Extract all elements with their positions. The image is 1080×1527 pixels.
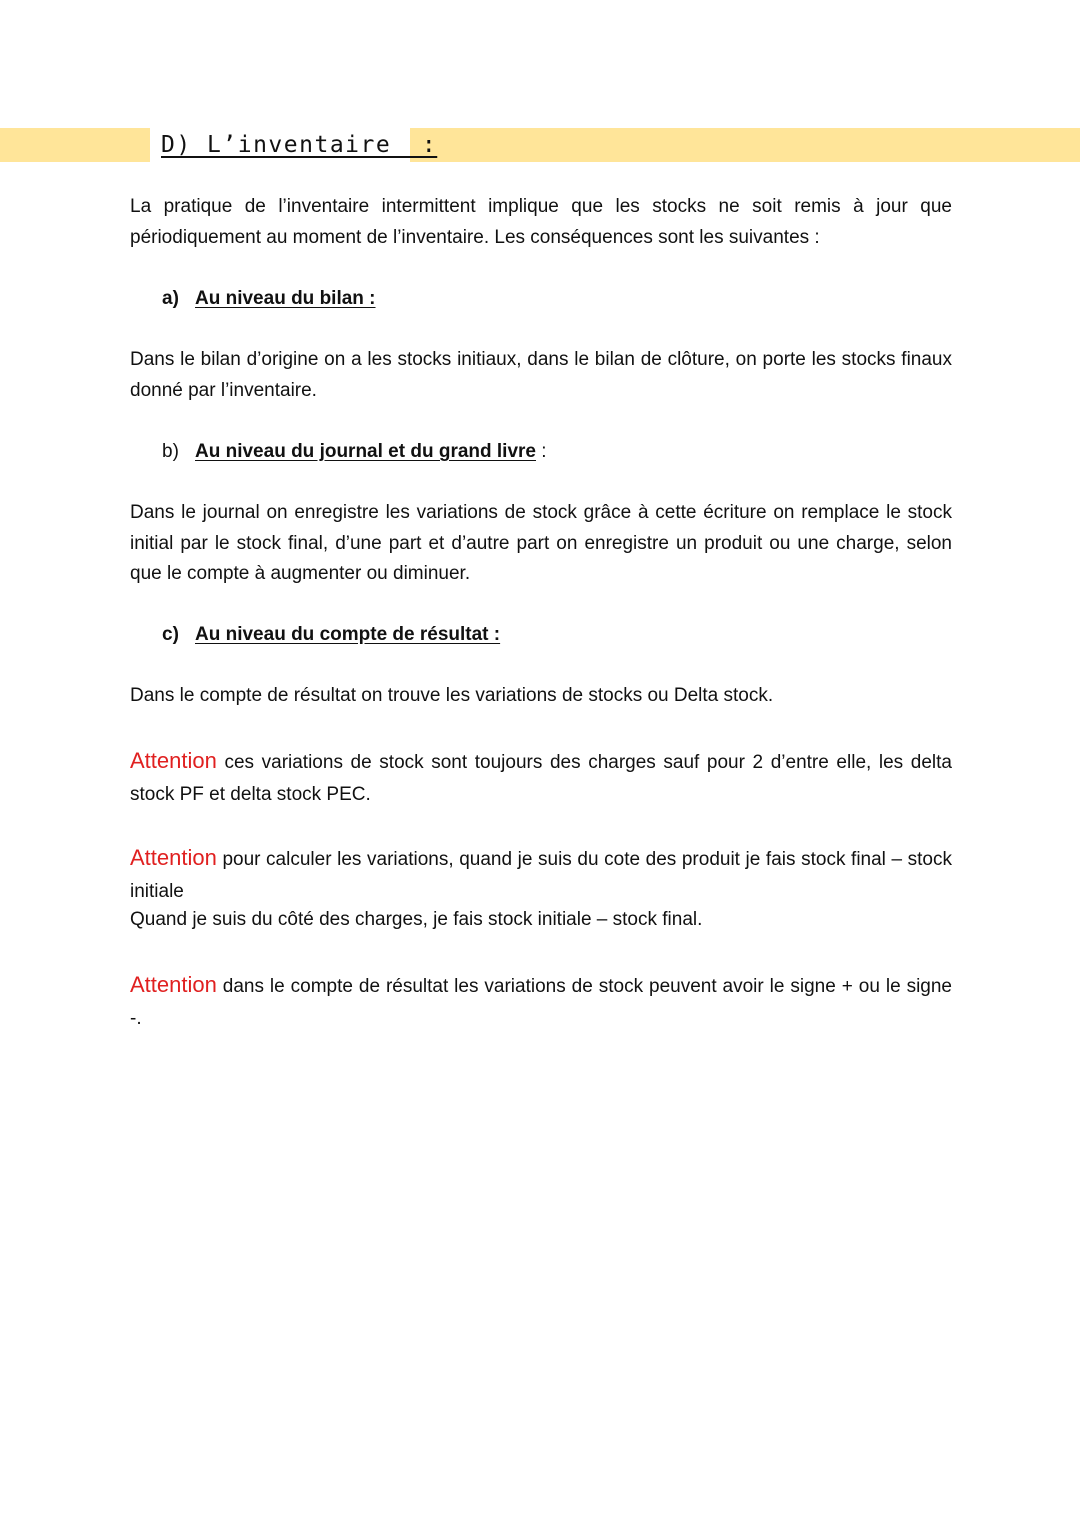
subsection-a-letter: a) <box>162 288 179 309</box>
subsection-c-body: Dans le compte de résultat on trouve les variations de stocks ou Delta stock. <box>130 685 774 706</box>
subsection-c-heading <box>162 620 500 650</box>
attention-text-2: pour calculer les variations, quand je suis du cote des produit je fais stock final – stock initiale <box>130 849 952 902</box>
attention-text-1: ces variations de stock sont toujours des charges sauf pour 2 d’entre elle, les delta stock PF et delta stock PEC. <box>130 752 952 805</box>
subsection-b-heading <box>162 437 547 467</box>
attention-keyword-1: Attention <box>130 748 217 773</box>
subsection-a-body: Dans le bilan d’origine on a les stocks initiaux, dans le bilan de clôture, on porte les stocks finaux donné par l’inventaire. <box>130 349 952 401</box>
subsection-b-title: Au niveau du journal et du grand livre <box>195 441 536 462</box>
attention-note-1 <box>130 745 952 811</box>
subsection-b-suffix: : <box>536 441 547 462</box>
attention-note-3 <box>130 969 952 1035</box>
subsection-c-letter: c) <box>162 624 179 645</box>
attention-text-3: dans le compte de résultat les variations de stock peuvent avoir le signe + ou le signe -. <box>130 976 952 1029</box>
subsection-b-body: Dans le journal on enregistre les variations de stock grâce à cette écriture on remplace le stock initial par le stock final, d’une part et d’autre part on enregistre un produit ou une charge, selon que le compte à augmenter ou diminuer. <box>130 502 952 584</box>
attention-note-2-continuation: Quand je suis du côté des charges, je fais stock initiale – stock final. <box>130 909 703 930</box>
subsection-a-title: Au niveau du bilan : <box>195 288 376 309</box>
section-title: D) L’inventaire : <box>161 132 438 158</box>
attention-keyword-3: Attention <box>130 972 217 997</box>
subsection-b-letter: b) <box>162 441 179 462</box>
subsection-c-title: Au niveau du compte de résultat : <box>195 624 501 645</box>
subsection-a-heading <box>162 284 376 314</box>
attention-note-2 <box>130 842 952 908</box>
intro-paragraph: La pratique de l’inventaire intermittent implique que les stocks ne soit remis à jour que périodiquement au moment de l’inventaire. Les conséquences sont les suivantes : <box>130 196 952 248</box>
attention-keyword-2: Attention <box>130 845 217 870</box>
